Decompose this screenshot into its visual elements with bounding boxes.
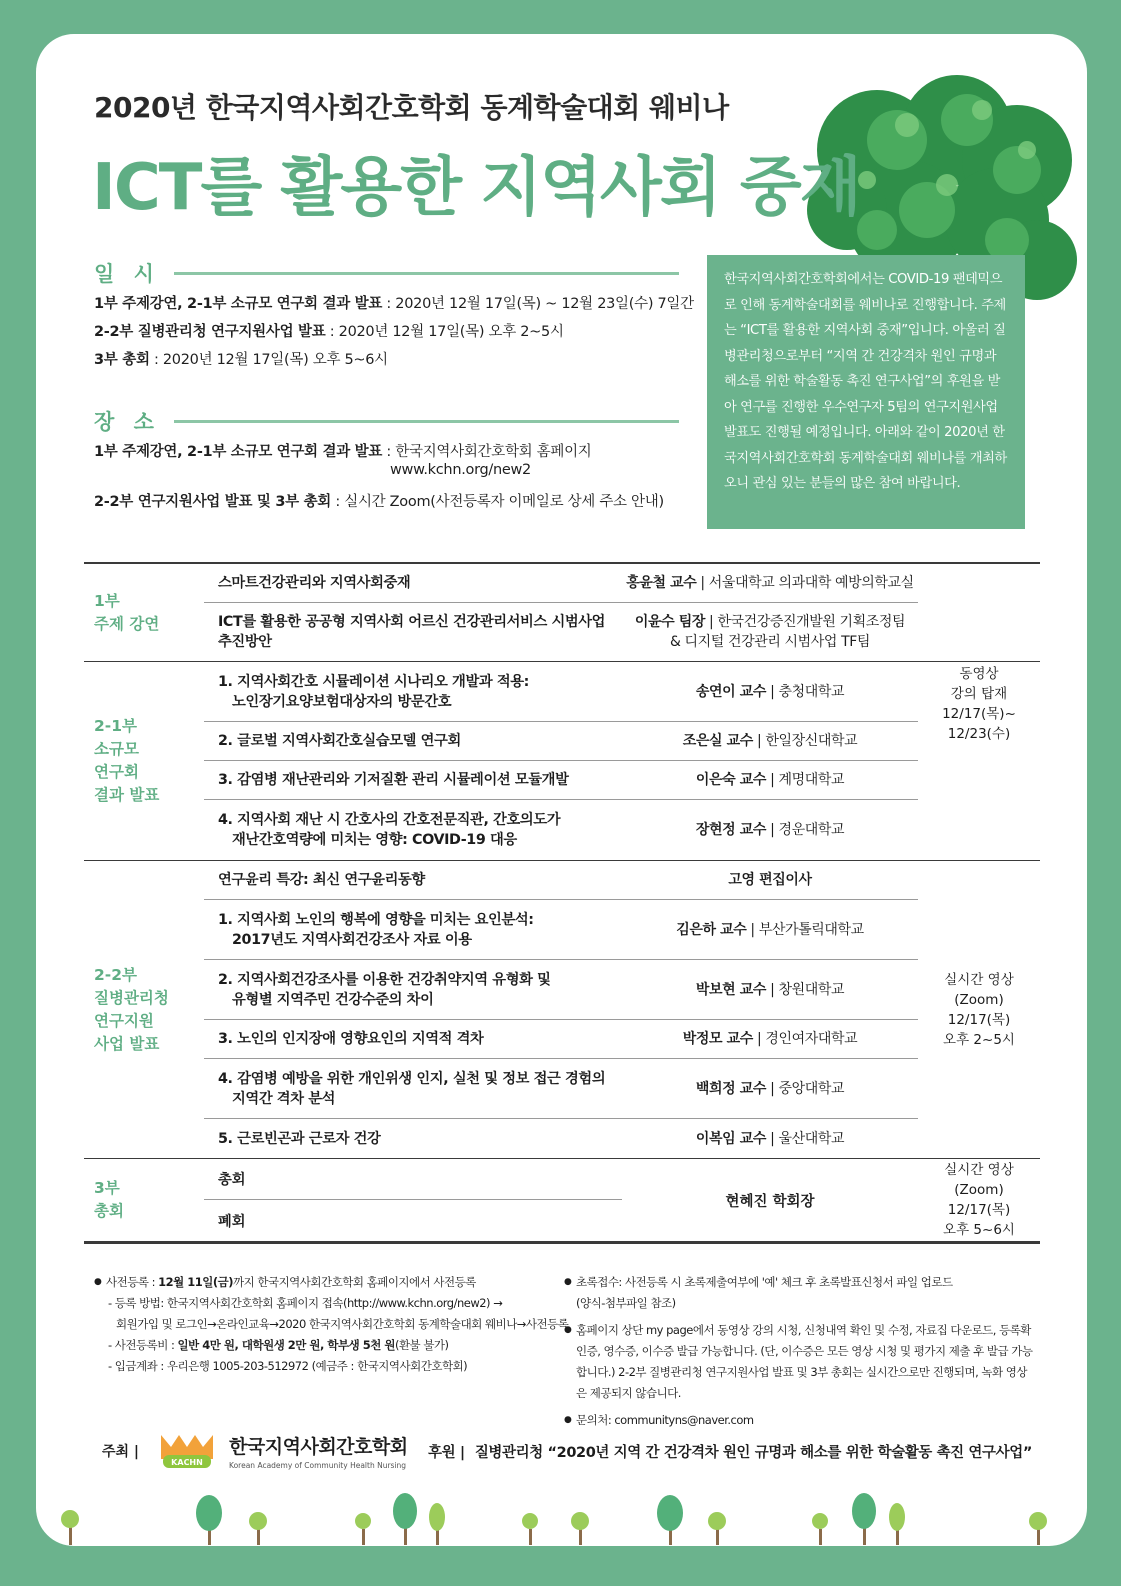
table-row (204, 1119, 918, 1158)
org-english-name: Korean Academy of Community Health Nursing (229, 1461, 407, 1470)
speaker: 장현정 교수 | 경운대학교 (695, 822, 845, 838)
speaker: 홍윤철 교수 | 서울대학교 의과대학 예방의학교실 (626, 575, 914, 591)
speaker: 고영 편집이사 (728, 872, 812, 888)
topic: 총회 (204, 1159, 622, 1200)
sponsor: 후원 | 질병관리청 “2020년 지역 간 건강격차 원인 규명과 해소를 위한 학술활동 촉진 연구사업” (428, 1444, 1032, 1461)
venue-heading (94, 406, 679, 436)
topic: 4. 지역사회 재난 시 간호사의 간호전문직관, 간호의도가 재난간호역량에 미치는 영향: COVID-19 대응 (218, 812, 561, 848)
topic: 스마트건강관리와 지역사회중재 (218, 575, 411, 591)
schedule-item-1: 1부 주제강연, 2-1부 소규모 연구회 결과 발표 : 2020년 12월 17일(목) ~ 12월 23일(수) 7일간 (94, 296, 694, 312)
topic: 1. 지역사회간호 시뮬레이션 시나리오 개발과 적용: 노인장기요양보험대상자의 방문간호 (218, 673, 529, 710)
venue-item-2: 2-2부 연구지원사업 발표 및 3부 총회 : 실시간 Zoom(사전등록자 이메일로 상세 주소 안내) (94, 494, 664, 510)
registration-notes: ● 사전등록 : 12월 11일(금)까지 한국지역사회간호학회 홈페이지에서 사전등록 - 등록 방법: 한국지역사회간호학회 홈페이지 접속(http://www.kchn.org/new2) → 회원가입 및 로그인→온라인교육→2020 한국지역사회간호학회 동계학술대회 웨비나→사전등록 - 사전등록비 : 일반 4만 원, 대학원생 2만 원, 학부생 5천 원(환불 불가) - 입금계좌 : 우리은행 1005-203-512972 (예금주 : 한국지역사회간호학회) (94, 1272, 584, 1377)
table-row (204, 960, 918, 1020)
bottom-trees-decoration (36, 1489, 1087, 1546)
speaker: 이윤수 팀장 | 한국건강증진개발원 기획조정팀 & 디지털 건강관리 시범사업 TF팀 (634, 614, 906, 650)
topic: 2. 지역사회건강조사를 이용한 건강취약지역 유형화 및 유형별 지역주민 건강수준의 차이 (218, 971, 551, 1008)
part1-label: 1부 주제 강연 (94, 591, 160, 633)
part2-1-label: 2-1부 소규모 연구회 결과 발표 (94, 717, 160, 804)
topic: 5. 근로빈곤과 근로자 건강 (218, 1130, 381, 1147)
part1-time-note: 동영상 강의 탑재 12/17(목)~ 12/23(수) (942, 666, 1016, 742)
topic: 1. 지역사회 노인의 행복에 영향을 미치는 요인분석: 2017년도 지역사회건강조사 자료 이용 (218, 911, 534, 948)
table-row (204, 1020, 918, 1059)
table-row (204, 761, 918, 800)
org-name: 한국지역사회간호학회 (229, 1436, 408, 1458)
footer (102, 1430, 1032, 1472)
speaker: 이은숙 교수 | 계명대학교 (695, 772, 845, 788)
topic: 4. 감염병 예방을 위한 개인위생 인지, 실천 및 정보 접근 경험의 지역간 격차 분석 (218, 1070, 606, 1107)
venue-item-1: 1부 주제강연, 2-1부 소규모 연구회 결과 발표 : 한국지역사회간호학회 홈페이지 (94, 444, 592, 460)
topic: 폐회 (218, 1213, 246, 1230)
table-row (204, 662, 918, 722)
schedule-item-2: 2-2부 질병관리청 연구지원사업 발표 : 2020년 12월 17일(목) 오후 2~5시 (94, 324, 564, 340)
topic: 3. 감염병 재난관리와 기저질환 관리 시뮬레이션 모듈개발 (218, 772, 569, 788)
venue-url[interactable]: www.kchn.org/new2 (390, 462, 531, 478)
speaker: 현혜진 학회장 (725, 1193, 815, 1210)
topic: 연구윤리 특강: 최신 연구윤리동향 (218, 872, 425, 888)
part2-2-label: 2-2부 질병관리청 연구지원 사업 발표 (94, 965, 169, 1053)
part2-2-section (84, 861, 1040, 1159)
event-title: ICT를 활용한 지역사회 중재 (92, 151, 860, 225)
schedule-item-3: 3부 총회 : 2020년 12월 17일(목) 오후 5~6시 (94, 352, 388, 368)
speaker: 송연이 교수 | 충청대학교 (695, 683, 845, 700)
org-logo-icon (157, 1431, 219, 1471)
speaker: 박보현 교수 | 창원대학교 (695, 981, 845, 998)
speaker: 김은하 교수 | 부산가톨릭대학교 (676, 921, 864, 938)
poster-card (36, 34, 1087, 1546)
part2-1-section (84, 662, 1040, 861)
part3-section (84, 1159, 1040, 1242)
table-row (204, 564, 918, 603)
table-row (204, 900, 918, 960)
table-row (204, 861, 918, 900)
schedule-heading-text: 일 시 (94, 262, 160, 286)
intro-description: 한국지역사회간호학회에서는 COVID-19 팬데믹으로 인해 동계학술대회를 웨비나로 진행합니다. 주제는 “ICT를 활용한 지역사회 중재”입니다. 아울러 질병관리청으로부터 “지역 간 건강격차 원인 규명과 해소를 위한 학술활동 촉진 연구사업”의 후원을 받아 연구를 진행한 우수연구자 5팀의 연구지원사업 발표도 진행될 예정입니다. 아래와 같이 2020년 한국지역사회간호학회 동계학술대회 웨비나를 개최하오니 관심 있는 분들의 많은 참여 바랍니다. (707, 255, 1025, 529)
topic: 2. 글로벌 지역사회간호실습모델 연구회 (218, 733, 461, 749)
event-subtitle: 2020년 한국지역사회간호학회 동계학술대회 웨비나 (94, 91, 729, 124)
table-row (204, 800, 918, 860)
topic: ICT를 활용한 공공형 지역사회 어르신 건강관리서비스 시범사업 추진방안 (218, 614, 606, 650)
schedule-heading (94, 258, 679, 288)
part3-time-note: 실시간 영상 (Zoom) 12/17(목) 오후 5~6시 (943, 1162, 1015, 1238)
speaker: 조은실 교수 | 한일장신대학교 (682, 733, 858, 749)
table-row (204, 722, 918, 761)
table-row (204, 603, 918, 661)
info-notes: ● 초록접수: 사전등록 시 초록제출여부에 '예' 체크 후 초록발표신청서 파일 업로드 (양식-첨부파일 참조) ● 홈페이지 상단 my page에서 동영상 강의 시청, 신청내역 확인 및 수정, 자료집 다운로드, 등록확인증, 영수증, 이수증 발급 가능합니다. (단, 이수증은 모든 영상 시청 및 평가지 제출 후 발급 가능합니다.) 2-2부 질병관리청 연구지원사업 발표 및 3부 총회는 실시간으로만 진행되며, 녹화 영상은 제공되지 않습니다. ● 문의처: communityns@naver.com (564, 1272, 1034, 1431)
svg-text:KACHN: KACHN (171, 1458, 203, 1467)
part2-2-time-note: 실시간 영상 (Zoom) 12/17(목) 오후 2~5시 (943, 971, 1015, 1048)
part1-section (84, 564, 1040, 662)
table-row (204, 1059, 918, 1119)
part3-label: 3부 총회 (94, 1179, 124, 1220)
speaker: 백희정 교수 | 중앙대학교 (695, 1080, 845, 1097)
program-table (84, 562, 1040, 1244)
host-label: 주최 | (102, 1444, 140, 1460)
speaker: 이복임 교수 | 울산대학교 (695, 1130, 845, 1147)
venue-heading-text: 장 소 (94, 410, 160, 434)
speaker: 박정모 교수 | 경인여자대학교 (682, 1031, 858, 1047)
topic: 3. 노인의 인지장애 영향요인의 지역적 격차 (218, 1031, 484, 1047)
